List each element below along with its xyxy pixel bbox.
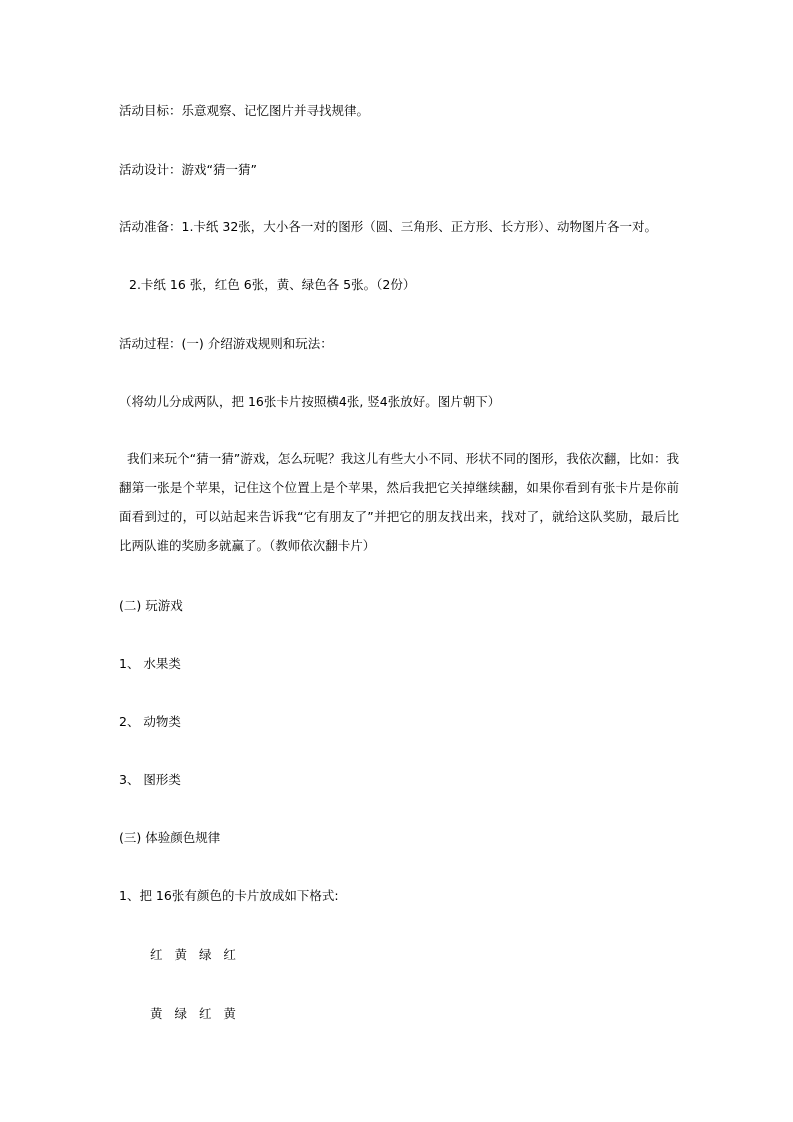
activity-process: 活动过程：(一) 介绍游戏规则和玩法： xyxy=(119,336,333,351)
activity-goal: 活动目标：乐意观察、记忆图片并寻找规律。 xyxy=(119,103,370,118)
game-introduction: 我们来玩个“猜一猜”游戏，怎么玩呢？我这儿有些大小不同、形状不同的图形，我依次翻，比如：我翻第一张是个苹果，记住这个位置上是个苹果，然后我把它关掉继续翻，如果你看到有张卡片是你前面看到过的，可以站起来告诉我“它有朋友了”并把它的朋友找出来，找对了，就给这队奖励，最后比比两队谁的奖励多就赢了。（教师依次翻卡片） xyxy=(119,451,679,553)
section-play-game: (二) 玩游戏 xyxy=(119,598,183,613)
color-step-1: 1、把 16张有颜色的卡片放成如下格式: xyxy=(119,888,339,903)
activity-prep-1: 活动准备：1.卡纸 32张，大小各一对的图形（圆、三角形、正方形、长方形）、动物图片各一对。 xyxy=(119,219,658,234)
activity-process-note: （将幼儿分成两队，把 16张卡片按照横4张, 竖4张放好。图片朝下） xyxy=(119,394,501,409)
game-item-animals: 2、 动物类 xyxy=(119,714,181,729)
color-row-1: 红 黄 绿 红 xyxy=(150,947,240,962)
game-item-fruits: 1、 水果类 xyxy=(119,656,181,671)
activity-prep-2: 2.卡纸 16 张，红色 6张，黄、绿色各 5张。（2份） xyxy=(129,277,416,292)
game-item-shapes: 3、 图形类 xyxy=(119,772,181,787)
activity-design: 活动设计：游戏“猜一猜” xyxy=(119,162,257,177)
section-color-pattern: (三) 体验颜色规律 xyxy=(119,830,221,845)
color-row-2: 黄 绿 红 黄 xyxy=(150,1006,240,1021)
